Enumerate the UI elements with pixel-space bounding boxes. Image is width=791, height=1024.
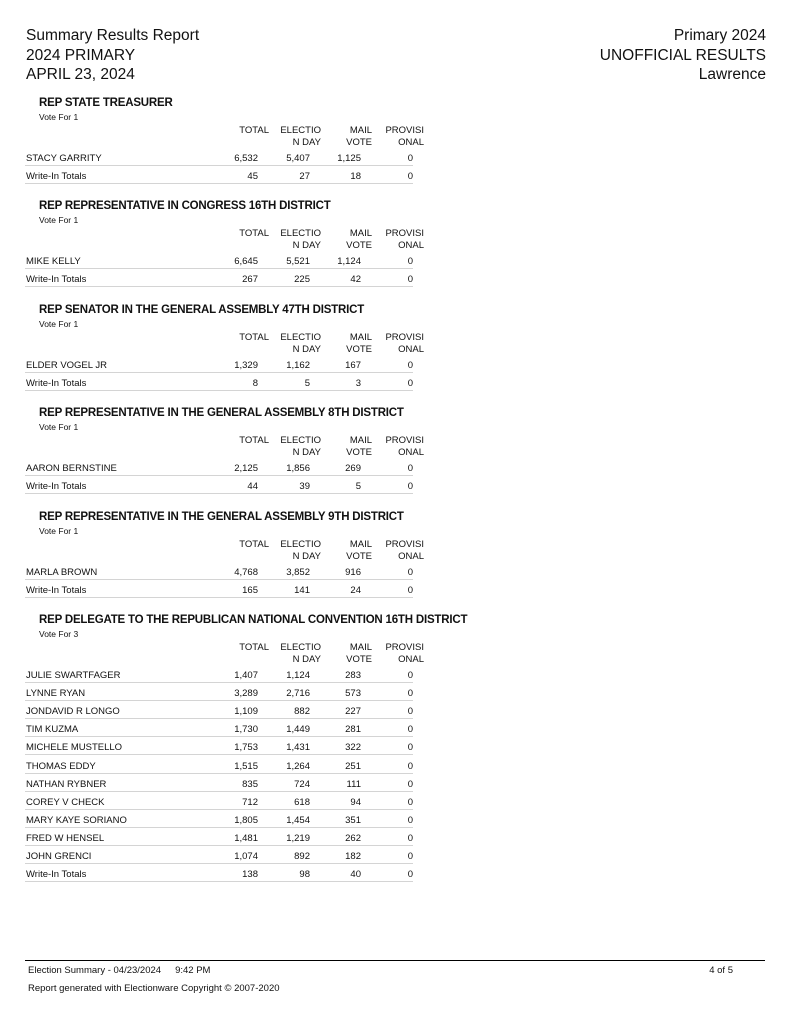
vote-for-label: Vote For 1 [39,215,79,225]
total-votes: 1,481 [234,832,258,844]
election-day-votes: 3,852 [286,567,310,578]
candidate-name: TIM KUZMA [26,724,79,736]
column-header-line: ELECTIO [280,435,321,446]
mail-votes: 42 [350,274,361,286]
column-header-mail-vote [346,539,372,563]
total-votes: 3,289 [234,688,258,700]
write-in-row [0,169,791,187]
candidate-name: THOMAS EDDY [26,760,96,772]
row-divider [25,809,413,810]
provisional-votes: 0 [407,274,413,286]
column-header-provisional [385,642,424,666]
candidate-name: MICHELE MUSTELLO [26,742,123,754]
election-day-votes: 5,407 [286,153,310,164]
candidate-row [0,358,791,376]
election-day-votes: 5,521 [286,256,310,267]
total-votes: 835 [242,778,258,790]
candidate-row [0,759,791,777]
election-day-votes: 98 [299,869,310,881]
vote-for-label: Vote For 1 [39,319,79,329]
election-day-votes: 27 [299,171,310,183]
candidate-row [0,831,791,849]
row-divider [25,286,413,287]
election-name: 2024 PRIMARY [26,46,136,64]
election-date: APRIL 23, 2024 [26,66,135,83]
column-header-election-day [280,642,321,666]
total-votes: 1,109 [234,706,258,718]
column-header-line: ONAL [398,551,424,562]
column-header-mail-vote [346,332,372,356]
write-in-row [0,583,791,601]
candidate-row [0,686,791,704]
write-in-label: Write-In Totals [26,378,87,390]
row-divider [25,845,413,846]
provisional-votes: 0 [407,360,413,371]
candidate-name: JONDAVID R LONGO [26,706,120,718]
column-header-line: PROVISI [385,435,424,446]
mail-votes: 283 [345,670,361,681]
footer-copyright: Report generated with Electionware Copyright © 2007-2020 [28,983,280,994]
column-header-line: ELECTIO [280,642,321,653]
mail-votes: 94 [350,796,361,808]
report-header-left [26,26,199,85]
column-header-line: ONAL [398,344,424,355]
total-votes: 1,753 [234,742,258,754]
total-votes: 8 [252,378,258,390]
candidate-row [0,740,791,758]
provisional-votes: 0 [407,760,413,772]
column-header-line: VOTE [346,137,372,148]
footer-time: 9:42 PM [175,965,211,976]
column-header-line: N DAY [292,240,321,251]
row-divider [25,183,413,184]
mail-votes: 5 [355,481,361,493]
column-header-line: N DAY [292,447,321,458]
row-divider [25,493,413,494]
candidate-row [0,565,791,583]
total-votes: 1,074 [234,851,258,862]
footer-summary-text: Election Summary - 04/23/2024 [28,965,162,976]
column-header-line: N DAY [292,551,321,562]
candidate-row [0,777,791,795]
candidate-name: STACY GARRITY [26,153,102,164]
column-header-line: ONAL [398,240,424,251]
vote-for-label: Vote For 1 [39,112,79,122]
total-votes: 44 [247,481,258,493]
provisional-votes: 0 [407,670,413,681]
write-in-label: Write-In Totals [26,869,87,881]
row-divider [25,827,413,828]
county-name: Lawrence [698,66,766,83]
mail-votes: 18 [350,171,361,183]
election-day-votes: 1,264 [286,760,310,772]
provisional-votes: 0 [407,688,413,700]
row-divider [25,268,413,269]
write-in-row [0,376,791,394]
provisional-votes: 0 [407,378,413,390]
vote-for-label: Vote For 1 [39,526,79,536]
column-header-line: VOTE [346,447,372,458]
row-divider [25,773,413,774]
election-day-votes: 1,162 [286,360,310,371]
mail-votes: 251 [345,760,361,772]
row-divider [25,791,413,792]
total-votes: 1,730 [234,724,258,736]
report-title: Summary Results Report [26,27,200,44]
total-votes: 1,805 [234,814,258,826]
results-status: UNOFFICIAL RESULTS [599,46,766,64]
column-header-mail-vote [346,642,372,666]
election-label: Primary 2024 [673,27,766,44]
column-header-provisional [385,332,424,356]
footer-summary [28,965,210,976]
column-header-line: ELECTIO [280,228,321,239]
column-header-line: VOTE [346,344,372,355]
provisional-votes: 0 [407,814,413,826]
column-header-provisional [385,435,424,459]
row-divider [25,597,413,598]
mail-votes: 322 [345,742,361,754]
candidate-name: NATHAN RYBNER [26,778,107,790]
mail-votes: 351 [345,814,361,826]
candidate-name: MIKE KELLY [26,256,81,267]
row-divider [25,372,413,373]
provisional-votes: 0 [407,742,413,754]
column-header-election-day [280,539,321,563]
column-header-mail-vote [346,228,372,252]
footer-divider [25,960,765,961]
race-title: REP REPRESENTATIVE IN CONGRESS 16TH DISTRICT [39,200,331,212]
race-title: REP SENATOR IN THE GENERAL ASSEMBLY 47TH DISTRICT [39,304,365,316]
column-header-provisional [385,125,424,149]
provisional-votes: 0 [407,796,413,808]
candidate-name: COREY V CHECK [26,796,105,808]
provisional-votes: 0 [407,567,413,578]
provisional-votes: 0 [407,851,413,862]
total-votes: 6,532 [234,153,258,164]
candidate-row [0,704,791,722]
race-title: REP STATE TREASURER [39,97,173,109]
write-in-label: Write-In Totals [26,585,87,597]
election-day-votes: 225 [294,274,310,286]
column-header-line: VOTE [346,654,372,665]
column-header-line: MAIL [349,332,372,343]
candidate-row [0,461,791,479]
column-header-line: MAIL [349,125,372,136]
report-header-right [600,26,766,85]
column-header-line: VOTE [346,240,372,251]
provisional-votes: 0 [407,832,413,844]
total-votes: 2,125 [234,463,258,474]
write-in-label: Write-In Totals [26,171,87,183]
election-day-votes: 1,454 [286,814,310,826]
election-day-votes: 39 [299,481,310,493]
candidate-name: FRED W HENSEL [26,832,105,844]
total-votes: 1,515 [234,760,258,772]
total-votes: 1,329 [234,360,258,371]
provisional-votes: 0 [407,869,413,881]
column-header-line: PROVISI [385,539,424,550]
column-header-provisional [385,228,424,252]
candidate-row [0,849,791,867]
write-in-row [0,479,791,497]
provisional-votes: 0 [407,481,413,493]
provisional-votes: 0 [407,724,413,736]
mail-votes: 269 [345,463,361,474]
election-day-votes: 1,449 [286,724,310,736]
candidate-row [0,795,791,813]
row-divider [25,390,413,391]
page-number: 4 of 5 [709,965,733,976]
mail-votes: 111 [346,778,361,790]
provisional-votes: 0 [407,778,413,790]
election-day-votes: 141 [294,585,310,597]
race-title: REP DELEGATE TO THE REPUBLICAN NATIONAL CONVENTION 16TH DISTRICT [39,614,468,626]
column-header-provisional [385,539,424,563]
column-header-line: MAIL [349,642,372,653]
total-votes: 45 [247,171,258,183]
election-day-votes: 1,856 [286,463,310,474]
candidate-row [0,813,791,831]
column-header-line: MAIL [349,435,372,446]
total-votes: 4,768 [234,567,258,578]
row-divider [25,736,413,737]
column-header-total: TOTAL [239,228,269,239]
column-header-total: TOTAL [239,435,269,446]
mail-votes: 1,125 [337,153,361,164]
column-header-line: VOTE [346,551,372,562]
column-header-line: PROVISI [385,332,424,343]
mail-votes: 24 [350,585,361,597]
row-divider [25,475,413,476]
column-header-election-day [280,125,321,149]
mail-votes: 3 [355,378,361,390]
column-header-line: MAIL [349,228,372,239]
election-day-votes: 618 [294,796,310,808]
column-header-total: TOTAL [239,332,269,343]
candidate-row [0,151,791,169]
column-header-election-day [280,332,321,356]
row-divider [25,863,413,864]
election-day-votes: 892 [294,851,310,862]
provisional-votes: 0 [407,153,413,164]
candidate-name: JOHN GRENCI [26,851,92,862]
candidate-name: MARLA BROWN [26,567,98,578]
mail-votes: 167 [345,360,361,371]
total-votes: 6,645 [234,256,258,267]
total-votes: 712 [242,796,258,808]
column-header-line: ELECTIO [280,332,321,343]
row-divider [25,754,413,755]
column-header-line: PROVISI [385,642,424,653]
mail-votes: 573 [345,688,361,700]
election-day-votes: 1,124 [286,670,310,681]
provisional-votes: 0 [407,256,413,267]
column-header-line: N DAY [292,654,321,665]
row-divider [25,579,413,580]
column-header-total: TOTAL [239,125,269,136]
total-votes: 1,407 [234,670,258,681]
row-divider [25,881,413,882]
write-in-row [0,272,791,290]
provisional-votes: 0 [407,463,413,474]
mail-votes: 281 [345,724,361,736]
election-day-votes: 882 [294,706,310,718]
row-divider [25,700,413,701]
candidate-row [0,722,791,740]
column-header-election-day [280,435,321,459]
row-divider [25,165,413,166]
column-header-line: ONAL [398,447,424,458]
candidate-name: MARY KAYE SORIANO [26,814,127,826]
column-header-line: PROVISI [385,228,424,239]
election-day-votes: 1,219 [286,832,310,844]
column-header-mail-vote [346,435,372,459]
total-votes: 165 [242,585,258,597]
write-in-label: Write-In Totals [26,274,87,286]
provisional-votes: 0 [407,585,413,597]
column-header-line: ELECTIO [280,125,321,136]
column-header-line: MAIL [349,539,372,550]
election-day-votes: 724 [294,778,310,790]
race-title: REP REPRESENTATIVE IN THE GENERAL ASSEMBLY 9TH DISTRICT [39,511,404,523]
total-votes: 267 [242,274,258,286]
row-divider [25,682,413,683]
election-day-votes: 2,716 [286,688,310,700]
column-header-total: TOTAL [239,642,269,653]
race-title: REP REPRESENTATIVE IN THE GENERAL ASSEMBLY 8TH DISTRICT [39,407,404,419]
column-header-election-day [280,228,321,252]
vote-for-label: Vote For 1 [39,422,79,432]
mail-votes: 40 [350,869,361,881]
row-divider [25,718,413,719]
column-header-mail-vote [346,125,372,149]
write-in-row [0,867,791,885]
mail-votes: 1,124 [337,256,361,267]
column-header-line: N DAY [292,137,321,148]
column-header-line: ONAL [398,137,424,148]
write-in-label: Write-In Totals [26,481,87,493]
provisional-votes: 0 [407,171,413,183]
mail-votes: 262 [345,832,361,844]
mail-votes: 227 [345,706,361,718]
election-day-votes: 1,431 [286,742,310,754]
provisional-votes: 0 [407,706,413,718]
candidate-row [0,668,791,686]
candidate-row [0,254,791,272]
election-day-votes: 5 [304,378,310,390]
mail-votes: 182 [345,851,361,862]
mail-votes: 916 [345,567,361,578]
column-header-total: TOTAL [239,539,269,550]
column-header-line: ELECTIO [280,539,321,550]
candidate-name: JULIE SWARTFAGER [26,670,121,681]
vote-for-label: Vote For 3 [39,629,79,639]
column-header-line: N DAY [292,344,321,355]
column-header-line: PROVISI [385,125,424,136]
column-header-line: ONAL [398,654,424,665]
candidate-name: AARON BERNSTINE [26,463,117,474]
total-votes: 138 [242,869,258,881]
candidate-name: ELDER VOGEL JR [26,360,107,371]
candidate-name: LYNNE RYAN [26,688,86,700]
